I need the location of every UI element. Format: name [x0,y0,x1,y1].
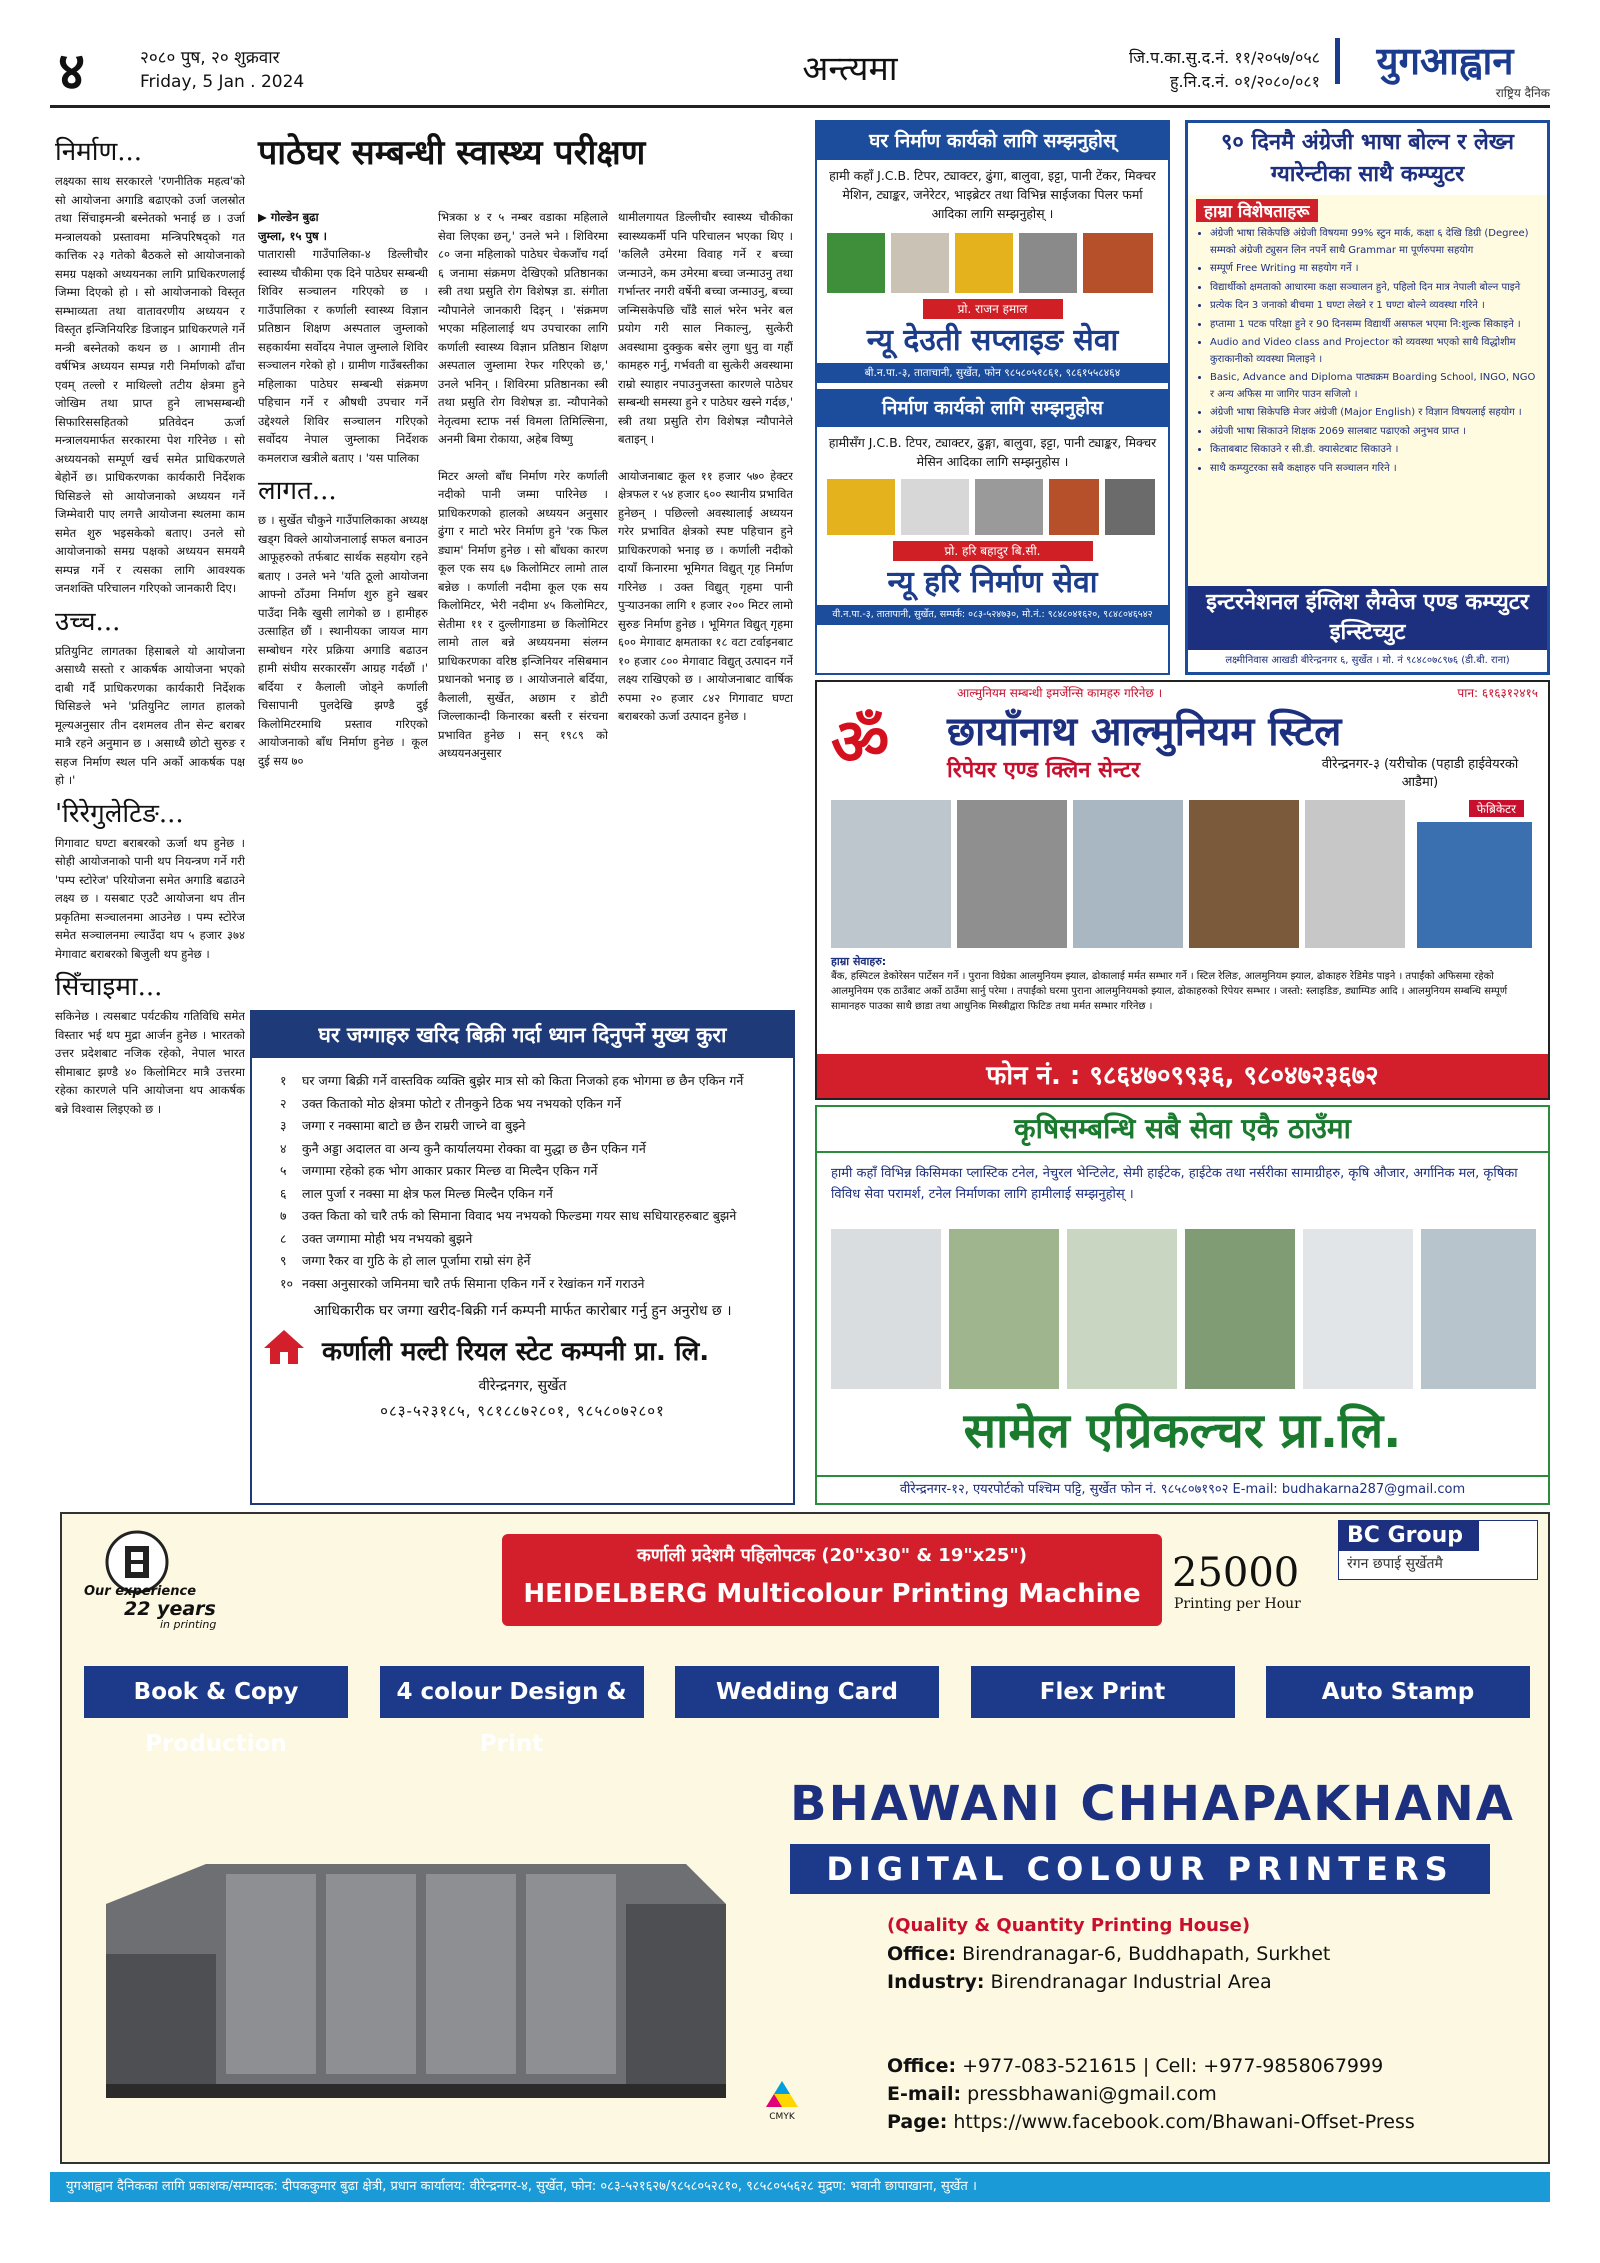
aluminium-ad-topline [817,682,1548,701]
brand-1: न्यू देउती सप्लाइङ सेवा [866,323,1119,358]
aluminium-ad-tagline: आल्मुनियम सम्बन्धी इमर्जेन्सि कामहरु गरिनेछ । [957,686,1163,700]
land-company-address: वीरेन्द्रनगर, सुर्खेत [478,1378,567,1394]
list-item: • Basic, Advance and Diploma पाठ्यक्रम Boarding School, INGO, NGO र अन्य अफिस मा जागिर पाउन सजिलो । [1210,370,1537,403]
proprietor-1: प्रो. राजन हमाल [923,299,1063,319]
tunnel-image [1067,1229,1177,1389]
jcb-image-2 [827,479,895,535]
tractor-image [827,233,885,293]
land-notice-list [252,1058,793,1295]
story-text-1: पातारासी गाउँपालिका-४ डिल्लीचौर स्वास्थ्य चौकीमा एक दिने पाठेघर सम्बन्धी शिविर सञ्चालन गरिएको छ । गाउँपालिका र कर्णाली स्वास्थ्य विज्ञान प्रतिष्ठान शिक्षण अस्पताल जुम्लाको सहकार्यमा सर्वोदय नेपाल जुम्लाले शिविर सञ्चालन गरेको हो । ग्रामीण गाउँबस्तीका महिलाका पाठेघर सम्बन्धी संक्रमण पहिचान गर्ने र औषधी उपचार गर्ने उद्देश्यले शिविर सञ्चालन गरिएको सर्वोदय नेपाल जुम्लाका निर्देशक कमलराज खत्रीले बताए । 'यस पालिका [258,247,428,465]
land-notice-heading: घर जग्गाहरु खरिद बिक्री गर्दा ध्यान दिनुपर्ने मुख्य कुरा [252,1012,793,1058]
office-partition-image [831,800,951,948]
list-item: ५ जग्गामा रहेको हक भोग आकार प्रकार मिल्छ वा मिल्दैन एकिन गर्ने [280,1163,598,1178]
list-item: • हप्तामा 1 पटक परिक्षा हुने र 90 दिनसम्म विद्यार्थी असफल भएमा नि:शुल्क सिकाइने । [1210,317,1537,334]
service-book-copy: Book & Copy Production [84,1666,348,1718]
brand-1-info: बी.न.पा.-३, ताताचानी, सुर्खेत, फोन ९८५८०५१८६१, ९८६१५५८४६४ [817,363,1168,383]
list-item: ९ जग्गा रैकर वा गुठि के हो लाल पूर्जामा राम्रो संग हेर्ने [280,1253,531,1268]
land-company-phones: ०८३-५२३१८५, ९८१८८७२८०१, ९८५८०७२८०१ [380,1402,665,1420]
jump-head-cost: लागत... [258,476,337,506]
services-heading: हाम्रा सेवाहरु: [831,955,887,968]
experience-years: 22 years [124,1598,216,1620]
press-quality: (Quality & Quantity Printing House) [887,1915,1251,1936]
english-ad-address: लक्ष्मीनिवास आखडी बीरेन्द्रनगर ६, सुर्खेत । मो. नं ९८४८०७८९७६ (डी.बी. राना) [1188,650,1547,672]
press-email: E-mail: pressbhawani@gmail.com [887,2083,1217,2105]
date-nepali: २०८० पुष, २० शुक्रवार [140,48,280,68]
om-symbol-icon: ॐ [831,706,890,780]
print-speed-unit: Printing per Hour [1174,1596,1301,1612]
main-headline: पाठेघर सम्बन्धी स्वास्थ्य परीक्षण [258,133,646,173]
list-item: २ उक्त किताको मोठ क्षेत्रमा फोटो र तीनकुने ठिक भय नभयको एकिन गर्ने [280,1095,621,1111]
fabricator-label: फेब्रिकेटर [1469,800,1524,817]
irrigation-image [1185,1229,1295,1389]
story-text-2: भित्रका ४ र ५ नम्बर वडाका महिलाले सेवा लिएका छन्,' उनले भने । शिविरमा ८० जना महिलाको पाठेघर चेकजाँच गर्दा ६ जनामा संक्रमण देखिएको प्रतिष्ठानका स्त्री तथा प्रसुति रोग विशेषज्ञ डा. संगीता न्यौपानेले जानकारी दिइन् । 'संक्रमण भएका महिलालाई थप उपचारका लागि कर्णाली स्वास्थ्य विज्ञान प्रतिष्ठान शिक्षण अस्पताल जुम्लामा रेफर गरिएको छ,' उनले भनिन् । शिविरमा प्रतिष्ठानका स्त्री तथा प्रसुति रोग विशेषज्ञ डा. न्यौपानेको नेतृत्वमा स्टाफ नर्स विमला तिमिल्सिना, अनमी बिमा रोकाया, अहेब विष्णु [438,210,608,446]
printing-press-ad [60,1512,1550,2164]
list-item: १० नक्सा अनुसारको जमिनमा चारै तर्फ सिमाना एकिन गर्ने र रेखांकन गर्ने गराउने [280,1275,645,1291]
story-text-3: थामीलगायत डिल्लीचौर स्वास्थ्य चौकीका स्वास्थ्यकर्मी पनि परिचालन भएका थिए । 'कलिलै उमेरमा विवाह गर्ने र बच्चा जन्माउने, कम उमेरमा बच्चा जन्माउनु तथा गर्भान्तर नगरी वर्षेनी बच्चा जन्माउनु, बच्चा जन्मिसकेपछि चाँडै सालं भरेन भनेर बल प्रयोग गरी साल निकाल्नु, सुत्केरी अवस्थामा दुक्कुक बसेर लुगा धुनु वा गहौं कामहरु गर्नु, गर्भवती वा सुत्केरी अवस्थामा राम्रो स्याहार नपाउनुजस्ता कारणले पाठेघर सम्बन्धी समस्या हुने र पाठेघर खस्ने गर्दछ,' स्त्री तथा प्रसुति रोग विशेषज्ञ न्यौपानेले बताइन् । [618,210,793,446]
byline-author: गोल्डेन बुढा [270,210,319,224]
print-services [84,1666,1530,1757]
list-item: • Audio and Video class and Projector को व्यवस्था भएको साथै विद्धोशीम कुराकानीको व्यवस्था मिलाइने । [1210,335,1537,368]
jump-text-high: प्रतियुनिट लागतका हिसाबले यो आयोजना असाध्यै सस्तो र आकर्षक आयोजना भएको दाबी गर्दै प्राधिकरणका कार्यकारी निर्देशक घिसिङले भने 'प्रतियुनिट लागत हालको मूल्यअनुसार तीन दशमलव तीन सेन्ट बराबर मात्रै रहने अनुमान छ । असाध्यै छोटो सुरुङ र सहज निर्माण स्थल पनि अर्को आकर्षक पक्ष हो ।' [55,643,245,787]
list-item: • सम्पूर्ण Free Writing मा सहयोग गर्ने । [1210,261,1537,278]
steel-railing-image [1305,800,1405,948]
agriculture-ad-company: सामेल एग्रिकल्चर प्रा.लि. [963,1403,1402,1459]
bc-group-name: BC Group [1339,1521,1479,1551]
newspaper-logo: युगआह्वान [1335,38,1550,84]
land-company-name: कर्णाली मल्टी रियल स्टेट कम्पनी प्रा. लि. [322,1337,710,1367]
newspaper-tagline: राष्ट्रिय दैनिक [1495,86,1550,100]
experience-line-1: Our experience [84,1584,197,1599]
gravel-image-2 [1105,479,1155,535]
date-english: Friday, 5 Jan . 2024 [140,72,305,92]
arched-window-image [1073,800,1183,948]
page-number: ४ [58,42,86,102]
list-item: • अंग्रेजी भाषा सिकेपछि अंग्रेजी विषयमा 99% स्टुन मार्क, कक्षा ६ देखि डिग्री (Degree) सम्मको अंग्रेजी ट्युसन लिन नपर्ने साथै Grammar मा पूर्णरुपमा सहयोग [1210,226,1537,259]
construction-ad-heading-2: निर्माण कार्यको लागि सम्झनुहोस [817,389,1168,427]
machine-ribbon [502,1534,1162,1626]
list-item: • किताबबाट सिकाउने र सी.डी. क्यासेटबाट सिकाउने । [1210,442,1537,459]
english-ad-features [1188,226,1547,477]
experience-line-3: in printing [160,1618,217,1631]
greenhouse-image-1 [831,1229,941,1389]
service-flex-print: Flex Print [971,1666,1235,1718]
list-item: ८ उक्त जग्गामा मोही भय नभयको बुझने [280,1230,473,1246]
proprietor-2: प्रो. हरि बहादुर बि.सी. [893,541,1093,561]
cmyk-logo [762,2079,802,2122]
construction-ad-text: हामी कहाँ J.C.B. टिपर, ट्याक्टर, ढुंगा, बालुवा, इट्टा, पानी टेंकर, मिक्चर मेशिन, ट्याङ्कर, जनेरेटर, भाइब्रेटर तथा विभिन्न साईजका पिलर फर्मा आदिका लागि सम्झनुहोस् । [829,168,1156,221]
service-auto-stamp: Auto Stamp [1266,1666,1530,1718]
jump-head-construction: निर्माण... [55,137,143,167]
jump-text-irrigation: सकिनेछ । त्यसबाट पर्यटकीय गतिविधि समेत विस्तार भई थप मुद्रा आर्जन हुनेछ । भारतको उत्तर प्रदेशबाट नजिक रहेको, नेपाल भारत सीमाबाट झण्डै ४० किलोमिटर मात्रै उत्तरमा रहेका कारणले पनि आयोजना थप आकर्षक बन्ने विश्वास लिइएको छ । [55,1009,245,1116]
english-ad-features-heading: हाम्रा विशेषताहरू [1196,199,1318,222]
postal-registration: हु.नि.द.नं. ०१/२०८०/०८१ [1170,72,1320,91]
jump-text-construction: लक्ष्यका साथ सरकारले 'रणनीतिक महत्व'को सो आयोजना अगाडि बढाएको उर्जा जलस्रोत तथा सिंचाइमन्त्री बस्नेतको भनाई छ । उर्जा मन्त्रालयको प्रस्तावमा मन्त्रिपरिषद्को गत कात्तिक २३ गतेको बैठकले सो आयोजनाको समग्र पक्षको अध्ययनका लागि प्राधिकरणलाई जिम्मा दिएको हो । सो आयोजनाको विस्तृत सम्भाव्यता तथा वातावरणीय अध्ययन र विस्तृत इन्जिनियरिङ डिजाइन प्राधिकरणले गर्ने मन्त्री बस्नेतको कथन छ । आगामी तीन वर्षभित्र अध्ययन सम्पन्न गरी निर्माणको ढाँचा एवम् तल्लो र माथिल्लो तटीय क्षेत्रमा हुने जोखिम तथा प्राप्त हुने लाभसम्बन्धी सिफारिससहितको प्रतिवेदन ऊर्जा मन्त्रालयमार्फत सरकारमा पेश गरिनेछ । सो अध्ययनको सम्पूर्ण खर्च समेत प्राधिकरणले बेहोर्ने छ। प्राधिकरणका कार्यकारी निर्देशक घिसिङले सो आयोजनाको अध्ययन गर्ने जिम्मेवारी पाए लगत्तै आयोजना स्थलमा काम समेत शुरु भइसकेको बताए। उनले सो आयोजनाको समग्र पक्षको अध्ययन समयमै सम्पन्न गर्ने र त्यसका लागि आवश्यक जनशक्ति परिचालन गरिएको जानकारी दिए। [55,174,245,595]
sand-image [891,233,949,293]
registration-box [1050,46,1320,94]
brand-2: न्यू हरि निर्माण सेवा [887,565,1098,600]
list-item: ७ उक्त किता को चारै तर्फ को सिमाना विवाद भय नभयको फिल्डमा गयर साध सधियारहरुबाट बुझने [280,1208,737,1223]
press-details [887,1912,1330,1996]
press-industry: Industry: Birendranagar Industrial Area [887,1971,1272,1993]
truck-image [901,479,969,535]
list-item: • अंग्रेजी भाषा सिकेपछि मेजर अंग्रेजी (Major English) र विज्ञान विषयलाई सहयोग । [1210,405,1537,422]
ribbon-line-2: HEIDELBERG Multicolour Printing Machine [523,1579,1141,1609]
bricks-image-2 [1049,479,1099,535]
section-title: अन्त्यमा [802,49,898,89]
sliding-window-image [957,800,1067,948]
land-notice-advice: आधिकारीक घर जग्गा खरीद-बिक्री गर्न कम्पनी मार्फत कारोबार गर्नु हुन अनुरोध छ । [313,1303,732,1319]
story-column-3 [618,208,793,1028]
press-page: Page: https://www.facebook.com/Bhawani-Offset-Press [887,2111,1415,2133]
story-column-2 [438,208,608,1028]
house-icon [262,1328,306,1366]
service-design-print: 4 colour Design & Print [380,1666,644,1718]
aluminium-ad-pan: पान: ६१६३१२४१५ [1457,686,1538,700]
english-ad-institute: इन्टरनेशनल इंग्लिश लैग्वेज एण्ड कम्प्युटर इन्स्टिच्युट [1188,586,1547,650]
aluminium-ad-phone: फोन नं. : ९८६४७०९९३६, ९८०४७२३६७२ [817,1054,1548,1098]
list-item: ४ कुनै अड्डा अदालत वा अन्य कुनै कार्यालयमा रोक्का वा मुद्धा छ छैन एकिन गर्ने [280,1140,646,1156]
masthead [50,38,1550,108]
english-ad-title: ९० दिनमै अंग्रेजी भाषा बोल्न र लेख्न ग्यारेन्टीका साथै कम्प्युटर [1188,123,1547,195]
agriculture-ad-text: हामी कहाँ विभिन्न किसिमका प्लास्टिक टनेल, नेचुरल भेन्टिलेट, सेमी हाईटेक, हाईटेक तथा नर्सरीका सामाग्रीहरु, कृषि औजार, अर्गानिक मल, कृषिका विविध सेवा परामर्श, टनेल निर्माणका लागि हामीलाई सम्झनुहोस् । [831,1166,1518,1202]
aluminium-ad-name: छायाँनाथ आल्मुनियम स्टिल [947,709,1342,755]
bc-group-tagline: रंगन छपाई सुर्खेतमै [1347,1556,1443,1572]
equipment-photos-2 [817,477,1168,541]
date-box [140,46,304,94]
service-wedding-card: Wedding Card [675,1666,939,1718]
cmyk-label: CMYK [769,2112,795,2122]
bc-group-box [1338,1520,1538,1580]
list-item: ३ जग्गा र नक्सामा बाटो छ छैन राम्ररी जाच्ने वा बुझ्ने [280,1118,526,1133]
fabricator-photo [1417,822,1532,948]
gravel-image [1019,233,1077,293]
aluminium-ad-services [831,954,1536,1014]
ribbon-line-1: कर्णाली प्रदेशमै पहिलोपटक (20"x30" & 19"x25") [636,1545,1027,1566]
agriculture-ad [815,1105,1550,1505]
printing-machine-image [86,1754,746,2124]
list-item: • साथै कम्प्युटरका सबै कक्षाहरु पनि सञ्चालन गरिने । [1210,461,1537,478]
aluminium-ad [815,680,1550,1100]
agriculture-ad-heading: कृषिसम्बन्धि सबै सेवा एकै ठाउँमा [817,1107,1548,1153]
list-item: • अंग्रेजी भाषा सिकाउने शिक्षक 2069 सालबाट पढाएको अनुभव प्राप्त । [1210,424,1537,441]
agriculture-ad-address: वीरेन्द्रनगर-१२, एयरपोर्टको पश्चिम पट्टि, सुर्खेत फोन नं. ९८५८०७१९०२ E-mail: budhakarna287@gmail.com [817,1475,1548,1503]
press-name: BHAWANI CHHAPAKHANA [790,1776,1515,1832]
cost-text-3: आयोजनाबाट कूल ११ हजार ५७० हेक्टर क्षेत्रफल र ५४ हजार ६०० स्थानीय प्रभावित हुनेछन् । पछिल्लो अवस्थालाई अध्ययन गरेर प्रभावित क्षेत्रको स्पष्ट पहिचान हुने प्राधिकरणको भनाइ छ । कर्णाली नदीको दायाँ किनारमा भूमिगत विद्युत् गृह निर्माण गरिनेछ । उक्त विद्युत् गृहमा पानी पुऱ्याउनका लागि १ हजार २०० मिटर लामो सुरुङ निर्माण हुनेछ । भूमिगत विद्युत् गृहमा ६०० मेगावाट क्षमताका १८ वटा टर्वाइनबाट १० हजार ८०० मेगावाट विद्युत् उत्पादन गर्ने लक्ष्य राखिएको छ । आयोजनाबाट वार्षिक रुपमा २० हजार ८४२ गिगावाट घण्टा बराबरको ऊर्जा उत्पादन हुनेछ । [618,468,793,723]
bricks-image [1083,233,1153,293]
aluminium-ad-location: वीरेन्द्रनगर-३ (यरीचोक (पहाडी हाईवेयरको आडैमा) [1321,757,1519,790]
story-column-1 [258,208,428,1028]
frame-image [1421,1229,1536,1389]
polyhouse-image [1303,1229,1413,1389]
stone-image [975,479,1043,535]
list-item: १ घर जग्गा बिक्री गर्ने वास्तविक व्यक्ति बुझेर मात्र सो को किता निजको हक भोगमा छ छैन एकिन गर्ने [280,1073,744,1088]
dateline: जुम्ला, १५ पुष । [258,228,327,243]
cost-text-2: मिटर अग्लो बाँध निर्माण गरेर कर्णाली नदीको पानी जम्मा पारिनेछ । प्राधिकरणको हालको अध्ययन अनुसार ढुंगा र माटो भरेर निर्माण हुने 'रक फिल ड्याम' निर्माण हुनेछ । सो बाँधका कारण कूल एक सय ६७ किलोमिटर लामो ताल बन्नेछ । कर्णाली नदीमा कूल एक सय किलोमिटर, भेरी नदीमा ४५ किलोमिटर, सेतीमा ११ र दुल्लीगाडमा छ किलोमिटर लामो ताल बन्ने अध्ययनमा संलग्न प्राधिकरणका वरिष्ठ इन्जिनियर नसिबमान प्रधानको भनाइ छ । आयोजनाले बर्दिया, कैलाली, सुर्खेत, अछाम र डोटी जिल्लाकान्दी किनारका बस्ती र संरचना प्रभावित हुनेछ । सन् १९८९ को अध्ययनअनुसार [438,468,608,760]
jump-text-reregulating: गिगावाट घण्टा बराबरको ऊर्जा थप हुनेछ । सोही आयोजनाको पानी थप नियन्त्रण गर्ने गरी 'पम्प स्टोरेज' परियोजना समेत अगाडि बढाउने लक्ष्य छ । यसबाट एउटै आयोजना थप तीन प्रकृतिमा सञ्चालनमा आउनेछ । पम्प स्टोरेज समेत सञ्चालनमा ल्याउँदा थप ५ हजार ३७४ मेगावाट बराबरको बिजुली थप हुनेछ । [55,835,245,961]
construction-ad-text-2: हामीसँग J.C.B. टिपर, ट्याक्टर, ढुङ्गा, बालुवा, इट्टा, पानी ट्याङ्कर, मिक्चर मेसिन आदिका लागि सम्झनुहोस । [828,435,1157,469]
print-speed: 25000 [1172,1550,1300,1596]
registration-number: जि.प.का.सु.द.नं. ११/२०५७/०५८ [1129,48,1320,67]
aluminium-ad-subtitle: रिपेयर एण्ड क्लिन सेन्टर [947,758,1140,783]
list-item: • प्रत्येक दिन 3 जनाको बीचमा 1 घण्टा लेख्ने र 1 घण्टा बोल्ने व्यवस्था गरिने । [1210,298,1537,315]
press-contact [887,2052,1415,2136]
construction-ad-heading: घर निर्माण कार्यको लागि सम्झनुहोस् [817,122,1168,160]
byline: ▶ गोल्डेन बुढा [258,210,319,224]
english-course-ad [1185,120,1550,675]
cmyk-icon [764,2079,800,2109]
door-image [1189,800,1299,948]
press-office: Office: Birendranagar-6, Buddhapath, Surkhet [887,1943,1331,1965]
greenhouse-image-2 [949,1229,1059,1389]
left-column-jumps [55,128,245,1508]
land-company [252,1332,793,1368]
imprint-footer: युगआह्वान दैनिकका लागि प्रकाशक/सम्पादक: दीपककुमार बुढा क्षेत्री, प्रधान कार्यालय: वीरेन्द्रनगर-४, सुर्खेत, फोन: ०८३-५२१६२७/९८५८०५२८१०, ९८५८०५५६२८ मुद्रण: भवानी छापाखाना, सुर्खेत । [50,2172,1550,2202]
cost-text-1: छ । सुर्खेत चौकुने गाउँपालिकाका अध्यक्ष खड्ग विक्ले आयोजनालाई सफल बनाउन आफूहरुको तर्फबाट सार्थक सहयोग रहने बताए । उनले भने 'यति ठूलो आयोजना आफ्नो ठाँउमा निर्माण शुरु हुने खबर पाउँदा निकै खुसी लागेको छ । हामीहरु उत्साहित छौं । स्थानीयका जायज माग सम्बोधन गरेर प्रक्रिया अगाडि बढाउन हामी संघीय सरकारसँग आग्रह गर्दछौं ।' बर्दिया र कैलाली जोड्ने कर्णाली चिसापानी पुलदेखि झण्डै दुई किलोमिटरमाथि प्रस्ताव गरिएको आयोजनाको बाँध निर्माण हुनेछ । कूल दुई सय ७० [258,513,428,768]
press-tagline: DIGITAL COLOUR PRINTERS [790,1844,1490,1894]
jcb-image [955,233,1013,293]
services-text: बैंक, हस्पिटल डेकोरेसन पार्टेसन गर्ने । पुराना विग्रेका आलमुनियम झ्याल, ढोकालाई मर्मत सम्भार गर्ने । स्टिल रेलिङ, आलमुनियम झ्याल, ढोकाहरु रेडिमेड पाइने । तपाईंको अफिसमा रहेको आलमुनियम एक ठाउँबाट अर्को ठाउँमा सार्नु परेमा । तपाईंको घरमा पुराना आलमुनियमको झ्याल, ढोकाहरुको रिपेयर सम्भार । जस्तो: स्लाइडिङ, ड्याम्पिङ आदि । आलमुनियम सम्बन्धि सम्पूर्ण सामानहरु पाउका साथै छाडा तथा आधुनिक मिस्त्रीद्वारा फिटिङ तथा मर्मत सम्भार गरिनेछ । [831,971,1508,1012]
land-notice-box [250,1010,795,1505]
jump-head-high: उच्च... [55,606,121,637]
press-phone: Office: +977-083-521615 | Cell: +977-9858067999 [887,2055,1384,2077]
construction-ad [815,120,1170,675]
jump-head-irrigation: सिँचाइमा... [55,972,163,1002]
jump-head-reregulating: 'रिरेगुलेटिङ... [55,798,184,829]
list-item: • विद्यार्थीको क्षमताको आधारमा कक्षा सञ्चालन हुने, पहिलो दिन मात्र नेपाली बोल्न पाइने [1210,280,1537,297]
equipment-photos [817,229,1168,299]
brand-2-info: वी.न.पा.-३, तातापानी, सुर्खेत, सम्पर्क: ०८३-५२४७३०, मो.नं.: ९८४८०४१६२०, ९८४८०४६५४२ [817,605,1168,625]
list-item: ६ लाल पुर्जा र नक्सा मा क्षेत्र फल मिल्छ मिल्दैन एकिन गर्ने [280,1185,553,1201]
